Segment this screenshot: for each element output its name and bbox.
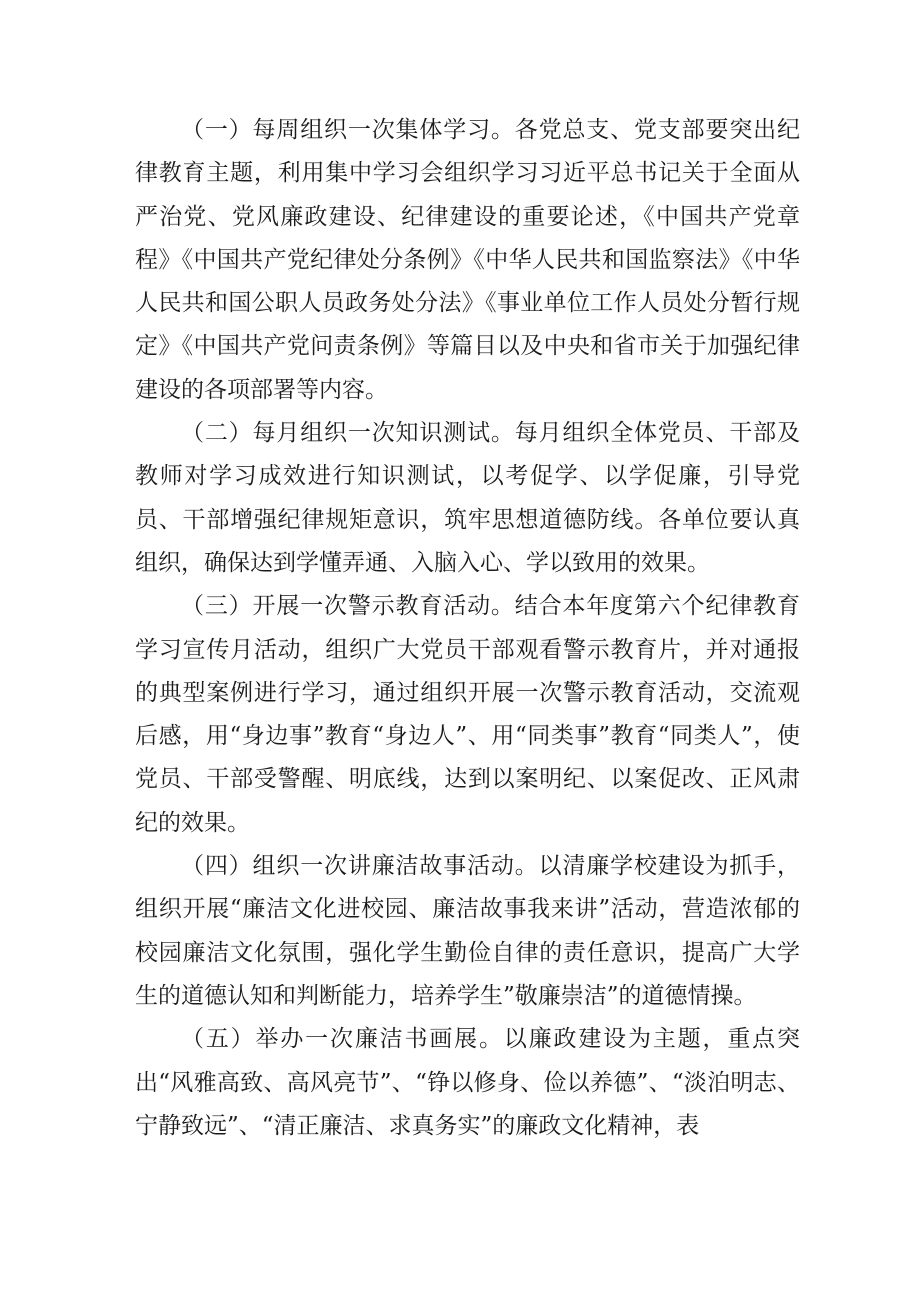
paragraph-integrity-stories: （四）组织一次讲廉洁故事活动。以清廉学校建设为抓手，组织开展“廉洁文化进校园、廉洁故事我来讲”活动，营造浓郁的校园廉洁文化氛围，强化学生勤俭自律的责任意识，提高广大学生的道德认知和判断能力，培养学生”敬廉崇洁”的道德情操。 (135, 853, 800, 1009)
document-body (135, 109, 800, 1148)
paragraph-weekly-study: （一）每周组织一次集体学习。各党总支、党支部要突出纪律教育主题，利用集中学习会组织学习习近平总书记关于全面从严治党、党风廉政建设、纪律建设的重要论述，《中国共产党章程》《中国共产党纪律处分条例》《中华人民共和国监察法》《中华人民共和国公职人员政务处分法》《事业单位工作人员处分暂行规定》《中国共产党问责条例》等篇目以及中央和省市关于加强纪律建设的各项部署等内容。 (135, 117, 800, 403)
paragraph-calligraphy-exhibition: （五）举办一次廉洁书画展。以廉政建设为主题，重点突出“风雅高致、高风亮节”、“铮以修身、俭以养德”、“淡泊明志、宁静致远”、“清正廉洁、求真务实”的廉政文化精神，表 (135, 1026, 800, 1139)
paragraph-monthly-test: （二）每月组织一次知识测试。每月组织全体党员、干部及教师对学习成效进行知识测试，以考促学、以学促廉，引导党员、干部增强纪律规矩意识，筑牢思想道德防线。各单位要认真组织，确保达到学懂弄通、入脑入心、学以致用的效果。 (135, 420, 800, 576)
paragraph-warning-education: （三）开展一次警示教育活动。结合本年度第六个纪律教育学习宣传月活动，组织广大党员干部观看警示教育片，并对通报的典型案例进行学习，通过组织开展一次警示教育活动，交流观后感，用“身边事”教育“身边人”、用“同类事”教育“同类人”，使党员、干部受警醒、明底线，达到以案明纪、以案促改、正风肃纪的效果。 (135, 593, 800, 836)
